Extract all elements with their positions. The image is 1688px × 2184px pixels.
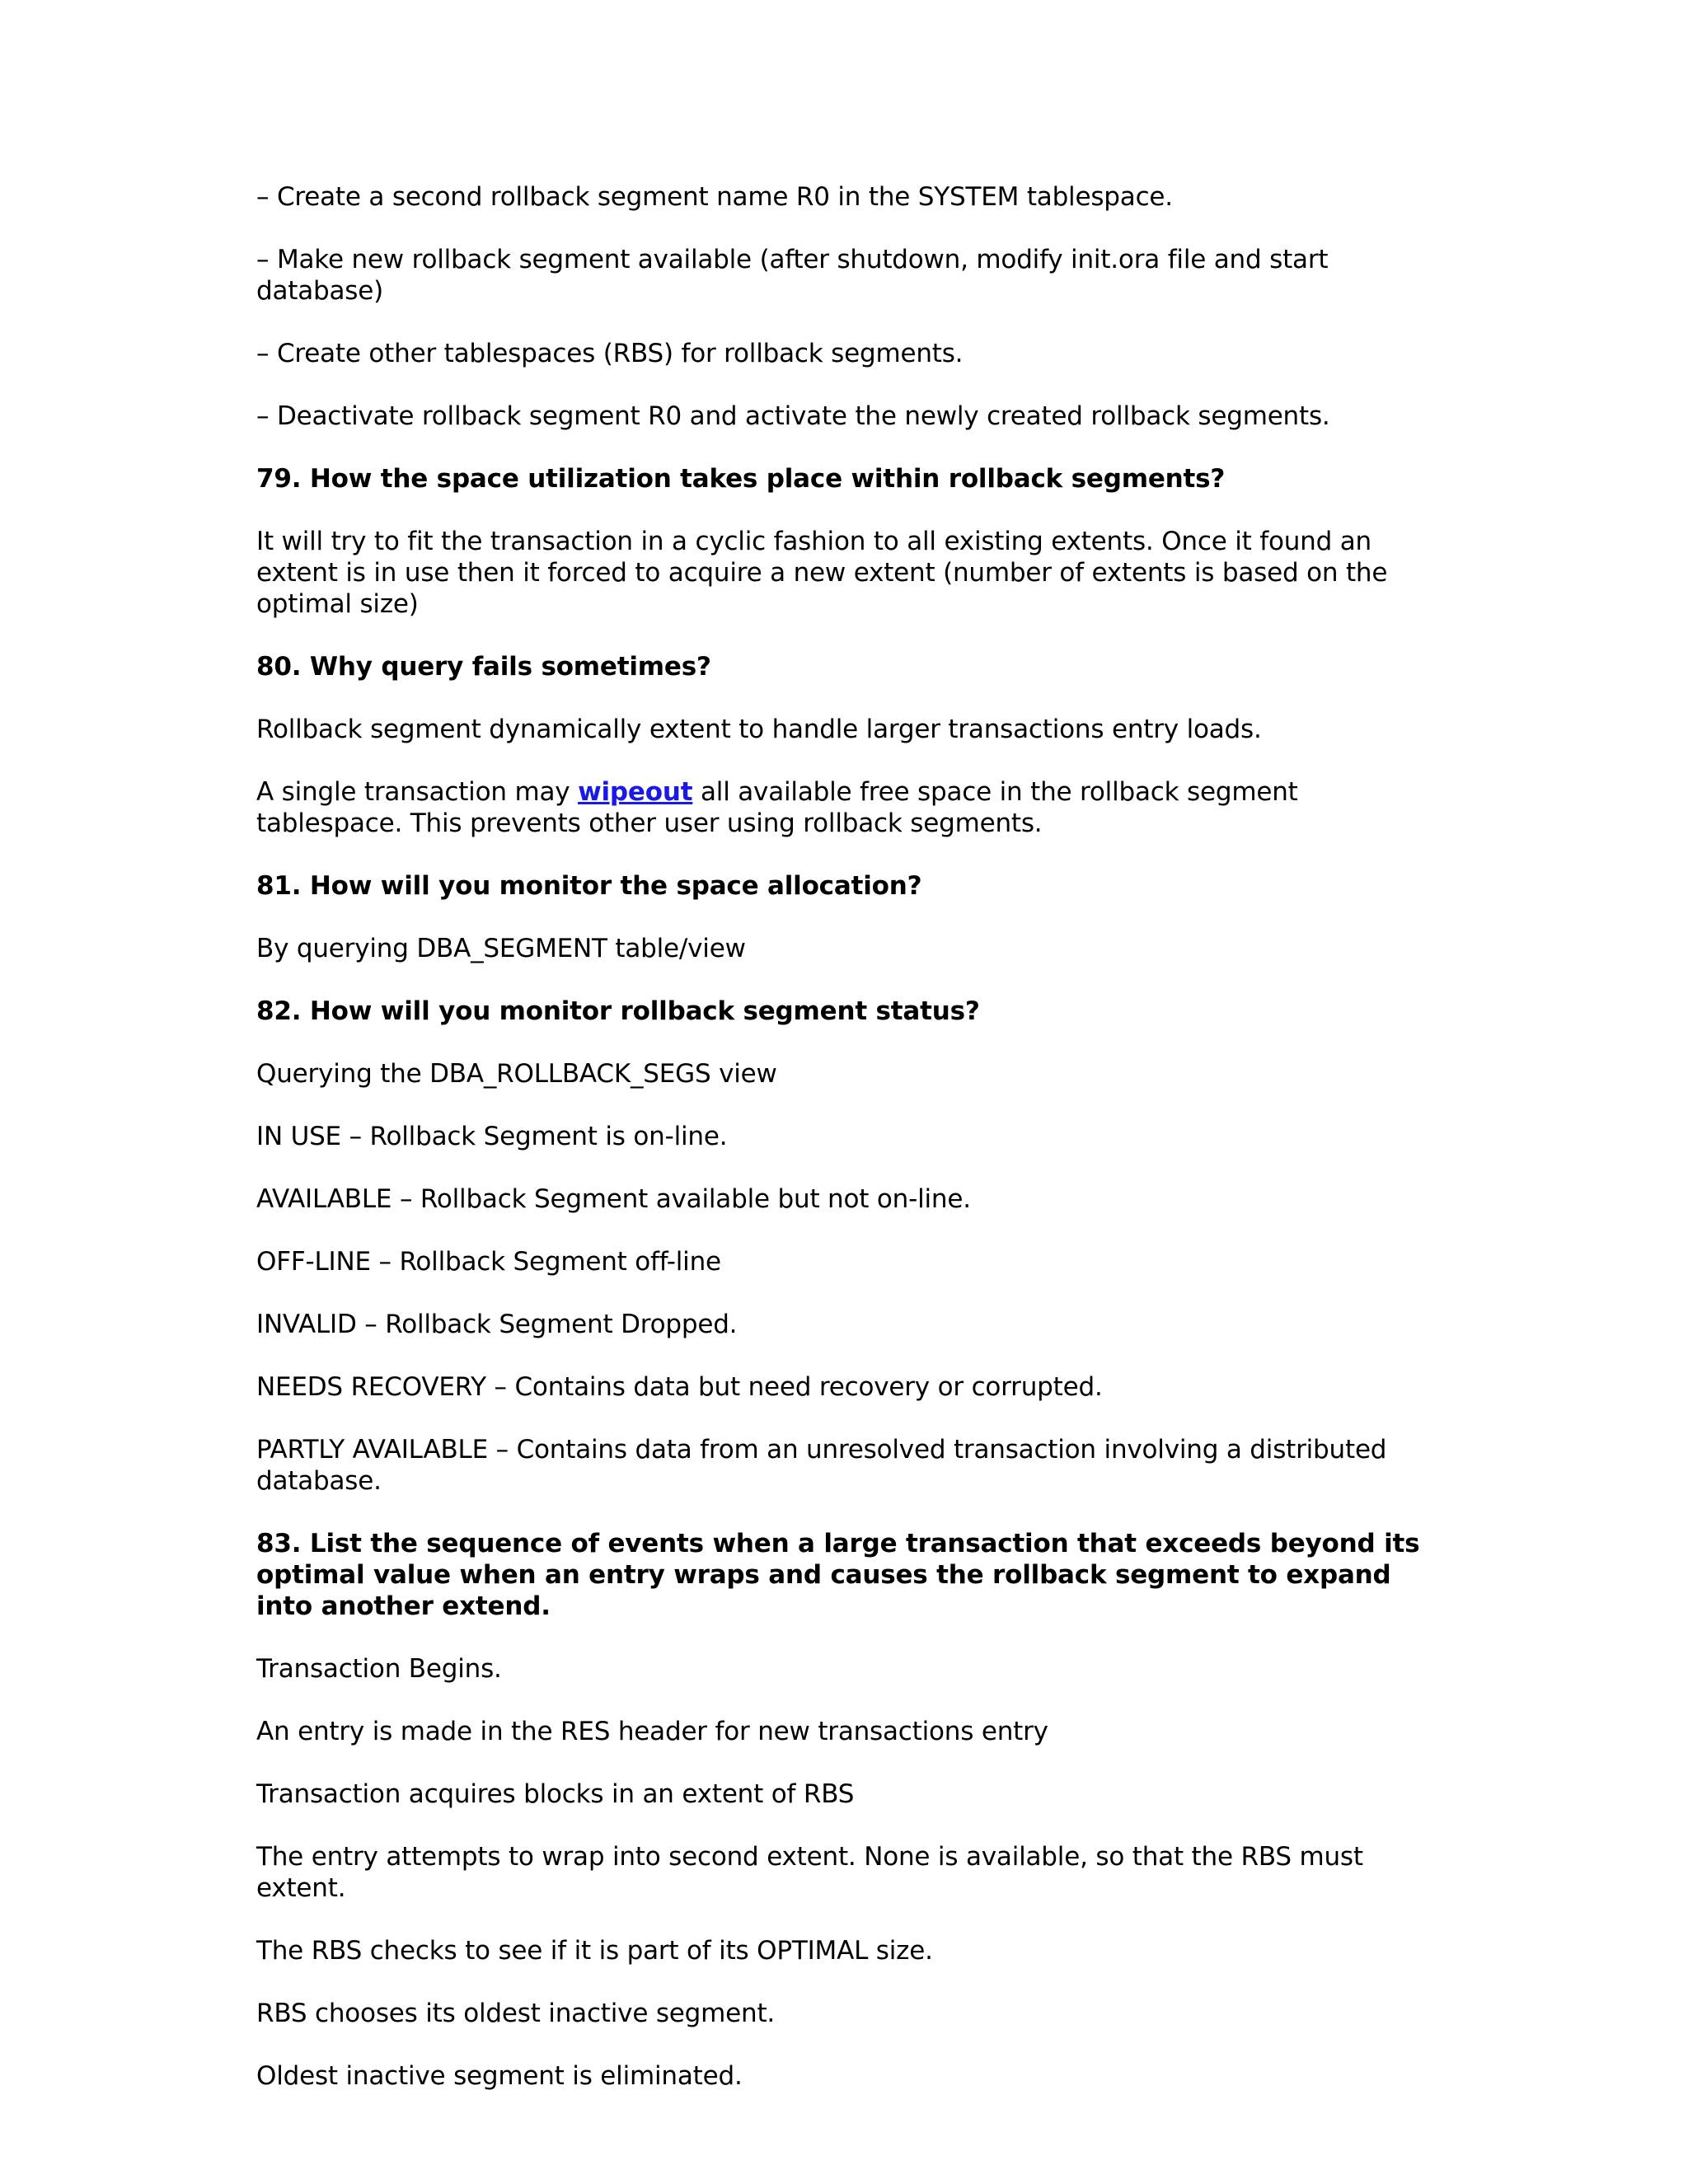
question-79: 79. How the space utilization takes place within rollback segments? — [256, 464, 1226, 494]
step-create-second-segment: – Create a second rollback segment name R0 in the SYSTEM tablespace. — [256, 182, 1173, 212]
status-in-use: IN USE – Rollback Segment is on-line. — [256, 1122, 728, 1151]
question-80: 80. Why query fails sometimes? — [256, 652, 711, 682]
wipeout-link[interactable]: wipeout — [578, 777, 693, 807]
document-body — [256, 181, 1435, 2123]
event-choose-oldest: RBS chooses its oldest inactive segment. — [256, 1999, 776, 2028]
status-invalid: INVALID – Rollback Segment Dropped. — [256, 1310, 738, 1339]
event-optimal-check: The RBS checks to see if it is part of its OPTIMAL size. — [256, 1936, 933, 1966]
answer-80-part-1: Rollback segment dynamically extent to handle larger transactions entry loads. — [256, 715, 1262, 744]
question-81: 81. How will you monitor the space allocation? — [256, 871, 922, 901]
status-partly-available: PARTLY AVAILABLE – Contains data from an unresolved transaction involving a distributed database. — [256, 1435, 1387, 1496]
answer-80-part-2 — [256, 776, 1435, 839]
step-deactivate-segment: – Deactivate rollback segment R0 and activate the newly created rollback segments. — [256, 401, 1330, 431]
question-83: 83. List the sequence of events when a large transaction that exceeds beyond its optimal value when an entry wraps and causes the rollback segment to expand into another extend. — [256, 1529, 1420, 1621]
event-wrap-attempt: The entry attempts to wrap into second extent. None is available, so that the RBS must extent. — [256, 1842, 1363, 1903]
event-header-entry: An entry is made in the RES header for new transactions entry — [256, 1717, 1048, 1746]
answer-82-intro: Querying the DBA_ROLLBACK_SEGS view — [256, 1059, 777, 1089]
answer-81: By querying DBA_SEGMENT table/view — [256, 934, 746, 963]
status-available: AVAILABLE – Rollback Segment available but not on-line. — [256, 1184, 971, 1214]
step-make-segment-available: – Make new rollback segment available (after shutdown, modify init.ora file and start database) — [256, 245, 1329, 306]
event-acquire-blocks: Transaction acquires blocks in an extent of RBS — [256, 1779, 855, 1809]
step-create-tablespaces: – Create other tablespaces (RBS) for rollback segments. — [256, 339, 964, 368]
status-off-line: OFF-LINE – Rollback Segment off-line — [256, 1247, 721, 1277]
event-transaction-begins: Transaction Begins. — [256, 1654, 502, 1684]
answer-80-rest: all available free space in the rollback segment tablespace. This prevents other user using rollback segments. — [256, 777, 1298, 838]
event-eliminate-oldest: Oldest inactive segment is eliminated. — [256, 2061, 743, 2091]
answer-80-lead: A single transaction may — [256, 777, 579, 807]
question-82: 82. How will you monitor rollback segment status? — [256, 996, 980, 1026]
answer-79: It will try to fit the transaction in a cyclic fashion to all existing extents. Once it found an extent is in use then it forced to acquire a new extent (number of extents is based on the optimal size) — [256, 527, 1388, 619]
status-needs-recovery: NEEDS RECOVERY – Contains data but need recovery or corrupted. — [256, 1372, 1103, 1402]
